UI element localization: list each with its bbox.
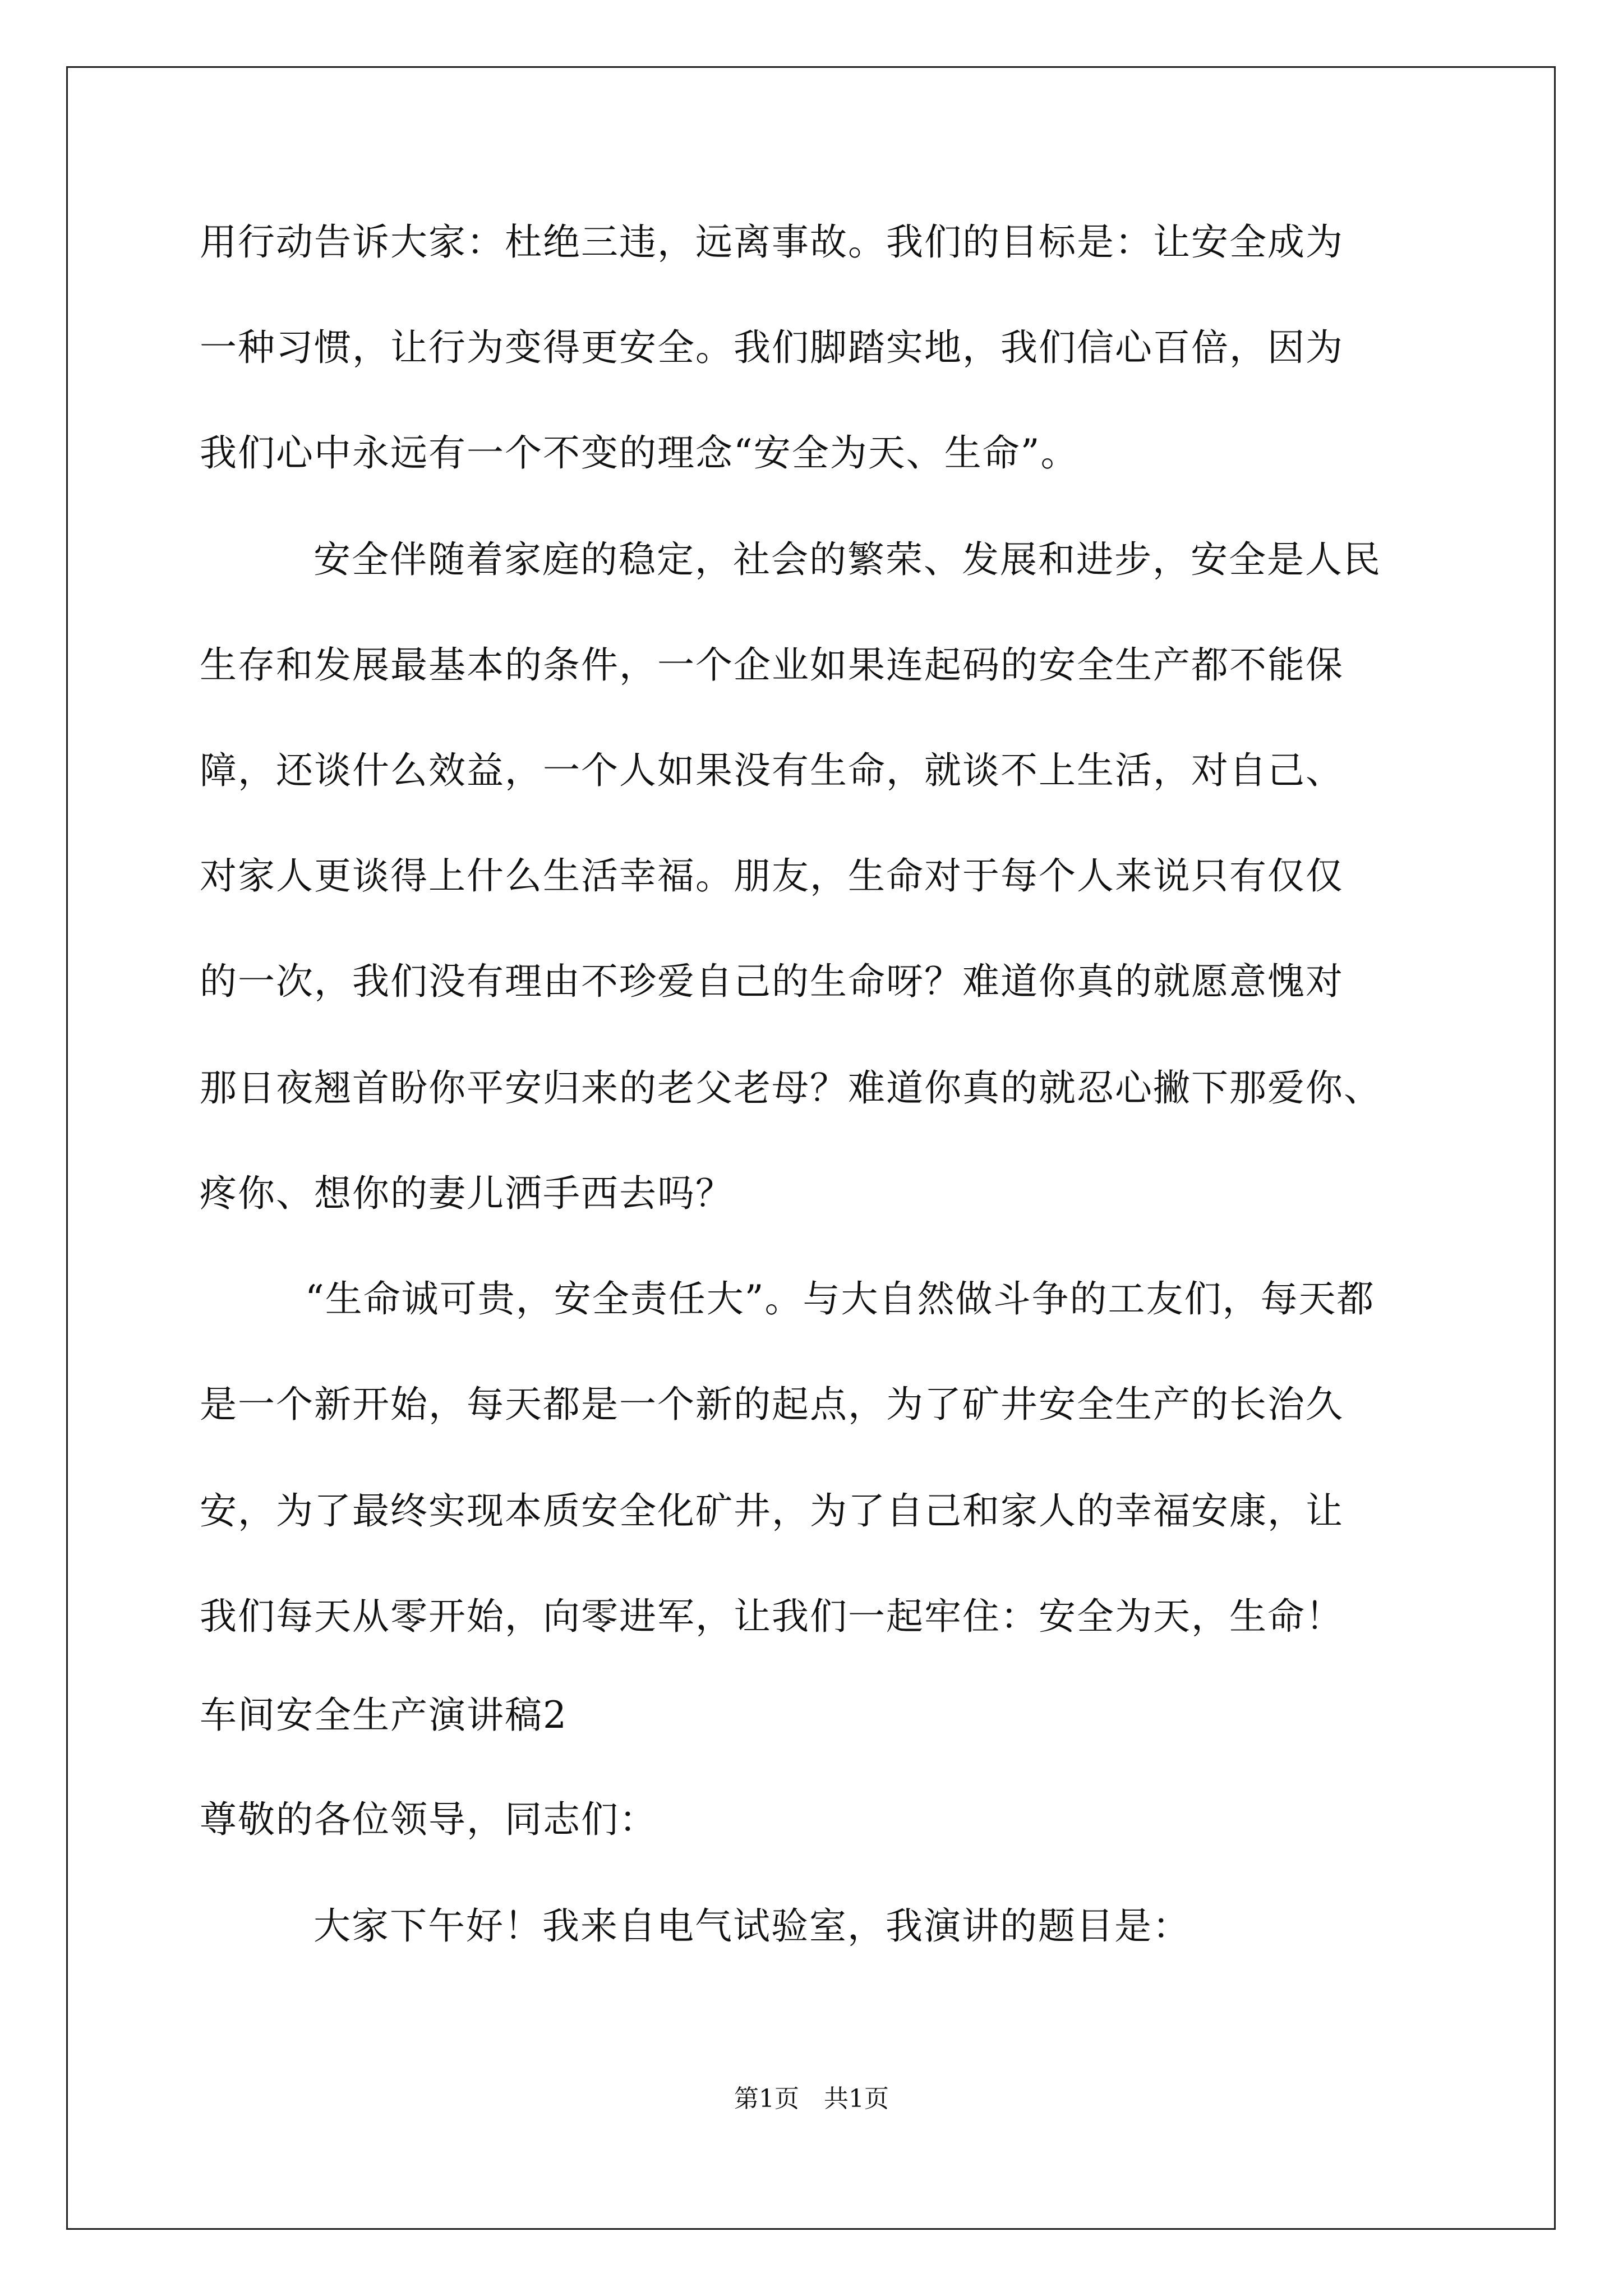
body-line-3: 我们心中永远有一个不变的理念“安全为天、生命”。 bbox=[200, 431, 1079, 475]
body-line-6: 障，还谈什么效益，一个人如果没有生命，就谈不上生活，对自己、 bbox=[200, 749, 1344, 792]
section-title: 车间安全生产演讲稿2 bbox=[200, 1694, 568, 1737]
paragraph-start-line: 大家下午好！我来自电气试验室，我演讲的题目是： bbox=[275, 1904, 1191, 1948]
body-line-7: 对家人更谈得上什么生活幸福。朋友，生命对于每个人来说只有仅仅 bbox=[200, 854, 1344, 898]
body-line-12: 是一个新开始，每天都是一个新的起点，为了矿井安全生产的长治久 bbox=[200, 1383, 1344, 1426]
page-footer: 第1页 共1页 bbox=[734, 2085, 889, 2113]
salutation: 尊敬的各位领导，同志们： bbox=[200, 1798, 657, 1841]
body-line-2: 一种习惯，让行为变得更安全。我们脚踏实地，我们信心百倍，因为 bbox=[200, 326, 1344, 369]
paragraph-start-line: “生命诚可贵，安全责任大”。与大自然做斗争的工友们，每天都 bbox=[267, 1277, 1375, 1320]
body-line-8: 的一次，我们没有理由不珍爱自己的生命呀？难道你真的就愿意愧对 bbox=[200, 960, 1344, 1003]
paragraph-start-line: 安全伴随着家庭的稳定，社会的繁荣、发展和进步，安全是人民 bbox=[275, 538, 1381, 581]
body-line-5: 生存和发展最基本的条件，一个企业如果连起码的安全生产都不能保 bbox=[200, 643, 1344, 687]
body-line-10: 疼你、想你的妻儿洒手西去吗？ bbox=[200, 1172, 734, 1215]
body-line-9: 那日夜翘首盼你平安归来的老父老母？难道你真的就忍心撇下那爱你、 bbox=[200, 1066, 1382, 1110]
body-line-1: 用行动告诉大家：杜绝三违，远离事故。我们的目标是：让安全成为 bbox=[200, 220, 1344, 264]
body-line-13: 安，为了最终实现本质安全化矿井，为了自己和家人的幸福安康，让 bbox=[200, 1489, 1344, 1533]
body-line-14: 我们每天从零开始，向零进军，让我们一起牢住：安全为天，生命！ bbox=[200, 1595, 1344, 1638]
